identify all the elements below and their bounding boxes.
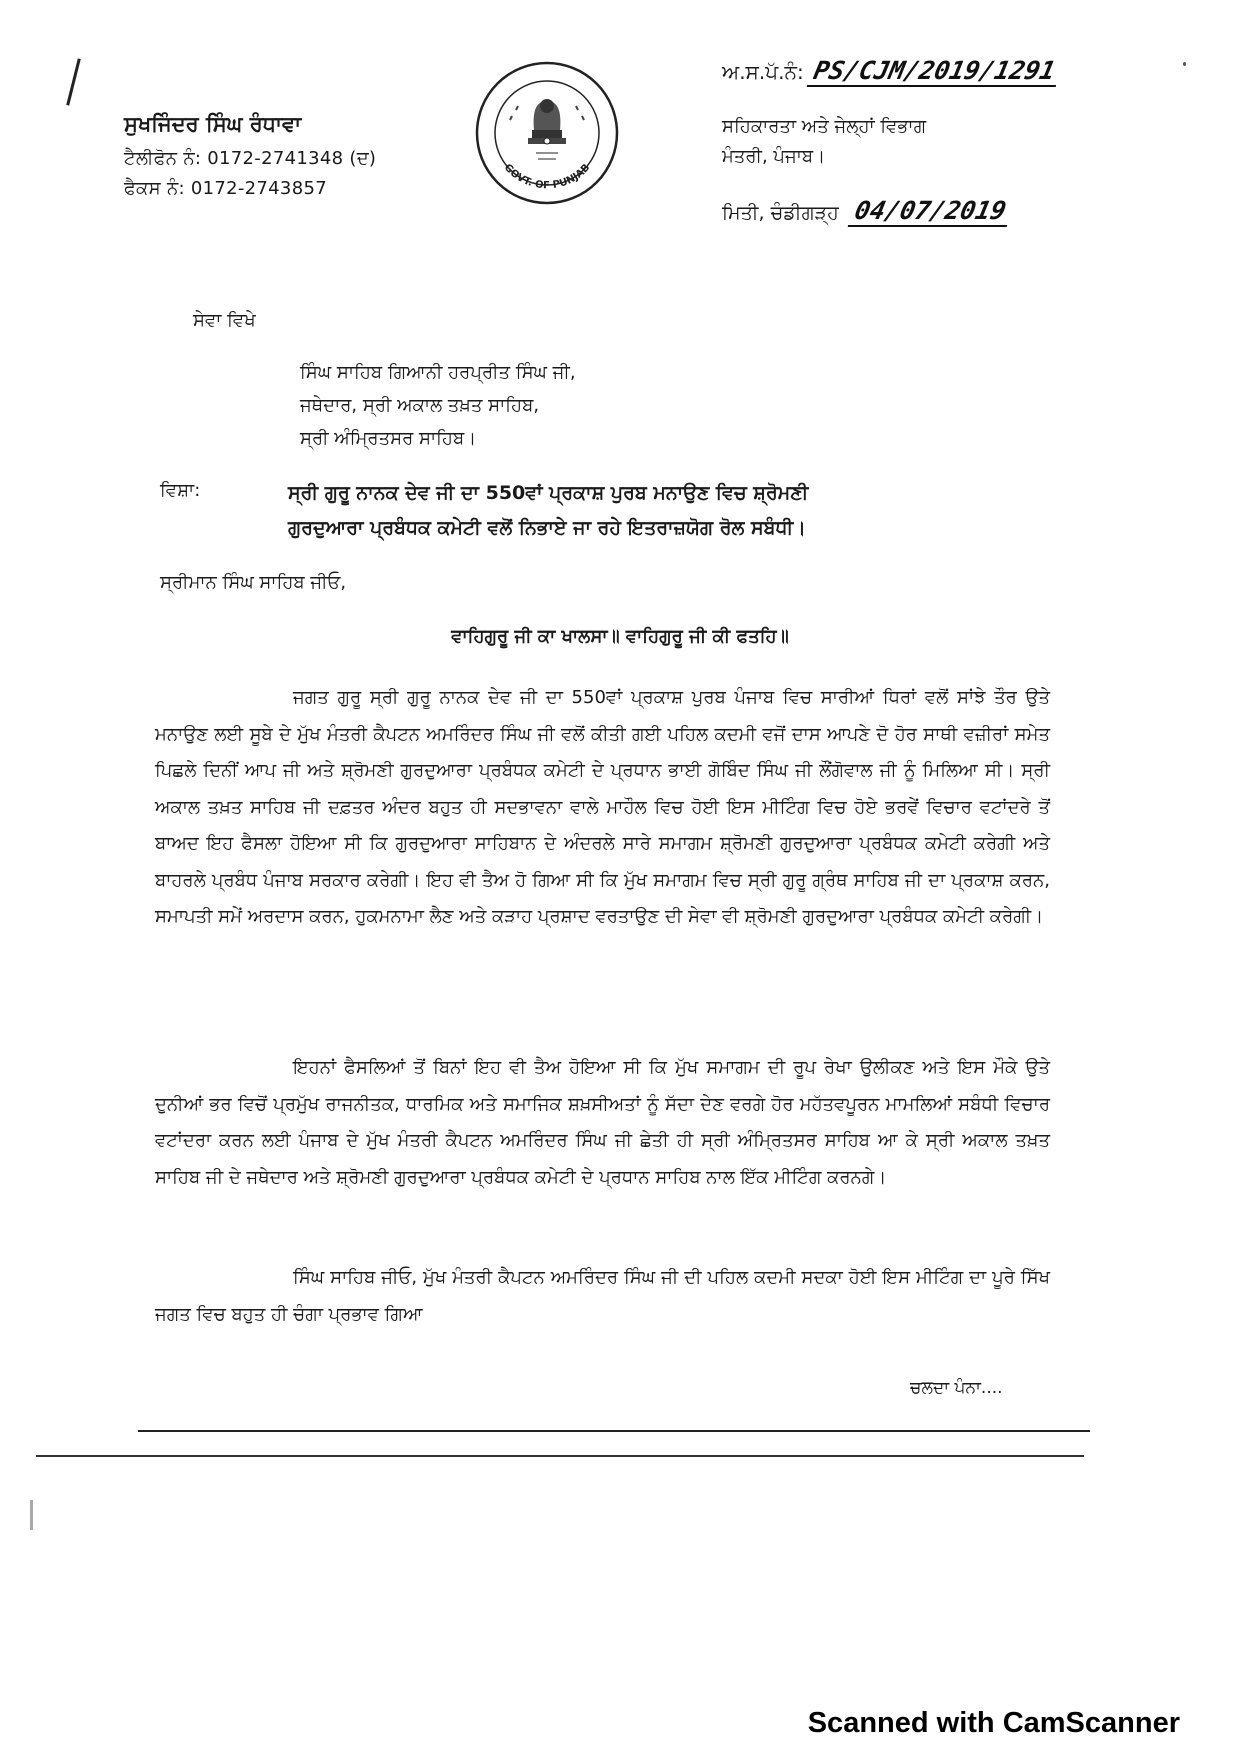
footer-rule [138,1430,1090,1432]
addressee-line2: ਜਥੇਦਾਰ, ਸ੍ਰੀ ਅਕਾਲ ਤਖ਼ਤ ਸਾਹਿਬ, [300,395,540,416]
continued-note: ਚਲਦਾ ਪੰਨਾ.... [910,1378,1003,1398]
addressee-block [300,356,576,455]
reference-row [722,56,1059,87]
department-line1: ਸਹਿਕਾਰਤਾ ਅਤੇ ਜੇਲ੍ਹਾਂ ਵਿਭਾਗ [722,116,927,137]
page-edge-rule [36,1455,1084,1457]
addressee-line1: ਸਿੰਘ ਸਾਹਿਬ ਗਿਆਨੀ ਹਰਪ੍ਰੀਤ ਸਿੰਘ ਜੀ, [300,362,576,383]
govt-of-punjab-emblem-icon [472,58,622,208]
date-label: ਮਿਤੀ, ਚੰਡੀਗੜ੍ਹ [722,202,839,224]
reference-number: PS/CJM/2019/1291 [807,56,1062,87]
addressee-line3: ਸ੍ਰੀ ਅੰਮ੍ਰਿਤਸਰ ਸਾਹਿਬ। [300,428,477,449]
body-paragraph-2: ਇਹਨਾਂ ਫੈਸਲਿਆਂ ਤੋਂ ਬਿਨਾਂ ਇਹ ਵੀ ਤੈਅ ਹੋਇਆ ਸੀ ਕਿ ਮੁੱਖ ਸਮਾਗਮ ਦੀ ਰੂਪ ਰੇਖਾ ਉਲੀਕਣ ਅਤੇ ਇਸ ਮੌਕੇ ਉਤੇ ਦੁਨੀਆਂ ਭਰ ਵਿਚੋਂ ਪ੍ਰਮੁੱਖ ਰਾਜਨੀਤਕ, ਧਾਰਮਿਕ ਅਤੇ ਸਮਾਜਿਕ ਸ਼ਖ਼ਸੀਅਤਾਂ ਨੂੰ ਸੱਦਾ ਦੇਣ ਵਰਗੇ ਹੋਰ ਮਹੱਤਵਪੂਰਨ ਮਾਮਲਿਆਂ ਸਬੰਧੀ ਵਿਚਾਰ ਵਟਾਂਦਰਾ ਕਰਨ ਲਈ ਪੰਜਾਬ ਦੇ ਮੁੱਖ ਮੰਤਰੀ ਕੈਪਟਨ ਅਮਰਿੰਦਰ ਸਿੰਘ ਜੀ ਛੇਤੀ ਹੀ ਸ੍ਰੀ ਅੰਮ੍ਰਿਤਸਰ ਸਾਹਿਬ ਆ ਕੇ ਸ੍ਰੀ ਅਕਾਲ ਤਖ਼ਤ ਸਾਹਿਬ ਜੀ ਦੇ ਜਥੇਦਾਰ ਅਤੇ ਸ਼੍ਰੋਮਣੀ ਗੁਰਦੁਆਰਾ ਪ੍ਰਬੰਧਕ ਕਮੇਟੀ ਦੇ ਪ੍ਰਧਾਨ ਸਾਹਿਬ ਨਾਲ ਇੱਕ ਮੀਟਿੰਗ ਕਰਨਗੇ। [155,1057,1050,1188]
scan-speck [1183,62,1186,66]
sender-fax: ਫੈਕਸ ਨੰ: 0172-2743857 [124,178,327,199]
reference-label: ਅ.ਸ.ਪੱ.ਨੰ: [722,60,804,84]
subject-label: ਵਿਸ਼ਾ: [160,480,201,501]
svg-text:GOVT. OF PUNJAB [502,162,593,191]
camscanner-watermark: Scanned with CamScanner [807,1707,1180,1739]
body-paragraph-3: ਸਿੰਘ ਸਾਹਿਬ ਜੀਓ, ਮੁੱਖ ਮੰਤਰੀ ਕੈਪਟਨ ਅਮਰਿੰਦਰ ਸਿੰਘ ਜੀ ਦੀ ਪਹਿਲ ਕਦਮੀ ਸਦਕਾ ਹੋਈ ਇਸ ਮੀਟਿੰਗ ਦਾ ਪੂਰੇ ਸਿੱਖ ਜਗਤ ਵਿਚ ਬਹੁਤ ਹੀ ਚੰਗਾ ਪ੍ਰਭਾਵ ਗਿਆ [155,1267,1050,1325]
department-line2: ਮੰਤਰੀ, ਪੰਜਾਬ। [722,146,826,167]
subject-line2: ਗੁਰਦੁਆਰਾ ਪ੍ਰਬੰਧਕ ਕਮੇਟੀ ਵਲੋਂ ਨਿਭਾਏ ਜਾ ਰਹੇ ਇਤਰਾਜ਼ਯੋਗ ਰੋਲ ਸਬੰਧੀ। [288,517,806,539]
date-value: 04/07/2019 [848,196,1013,227]
sender-telephone: ਟੈਲੀਫੋਨ ਨੰ: 0172-2741348 (ਦ) [124,148,377,169]
date-row [722,196,1009,227]
invocation: ਵਾਹਿਗੁਰੂ ਜੀ ਕਾ ਖਾਲਸਾ॥ ਵਾਹਿਗੁਰੂ ਜੀ ਕੀ ਫਤਹਿ॥ [451,626,789,647]
department-block [722,112,926,172]
greeting: ਸ੍ਰੀਮਾਨ ਸਿੰਘ ਸਾਹਿਬ ਜੀਓ, [160,572,347,593]
sender-name: ਸੁਖਜਿੰਦਰ ਸਿੰਘ ਰੰਧਾਵਾ [124,112,302,136]
scan-mark [30,1500,33,1530]
subject-text [288,476,1088,546]
subject-line1: ਸ੍ਰੀ ਗੁਰੂ ਨਾਨਕ ਦੇਵ ਜੀ ਦਾ 550ਵਾਂ ਪ੍ਰਕਾਸ਼ ਪੁਰਬ ਮਨਾਉਣ ਵਿਚ ਸ਼੍ਰੋਮਣੀ [288,482,809,504]
body-paragraph-1: ਜਗਤ ਗੁਰੂ ਸ੍ਰੀ ਗੁਰੂ ਨਾਨਕ ਦੇਵ ਜੀ ਦਾ 550ਵਾਂ ਪ੍ਰਕਾਸ਼ ਪੁਰਬ ਪੰਜਾਬ ਵਿਚ ਸਾਰੀਆਂ ਧਿਰਾਂ ਵਲੋਂ ਸਾਂਝੇ ਤੌਰ ਉਤੇ ਮਨਾਉਣ ਲਈ ਸੂਬੇ ਦੇ ਮੁੱਖ ਮੰਤਰੀ ਕੈਪਟਨ ਅਮਰਿੰਦਰ ਸਿੰਘ ਜੀ ਵਲੋਂ ਕੀਤੀ ਗਈ ਪਹਿਲ ਕਦਮੀ ਵਜੋਂ ਦਾਸ ਆਪਣੇ ਦੋ ਹੋਰ ਸਾਥੀ ਵਜ਼ੀਰਾਂ ਸਮੇਤ ਪਿਛਲੇ ਦਿਨੀਂ ਆਪ ਜੀ ਅਤੇ ਸ਼੍ਰੋਮਣੀ ਗੁਰਦੁਆਰਾ ਪ੍ਰਬੰਧਕ ਕਮੇਟੀ ਦੇ ਪ੍ਰਧਾਨ ਭਾਈ ਗੋਬਿੰਦ ਸਿੰਘ ਜੀ ਲੌਂਗੋਵਾਲ ਜੀ ਨੂੰ ਮਿਲਿਆ ਸੀ। ਸ੍ਰੀ ਅਕਾਲ ਤਖ਼ਤ ਸਾਹਿਬ ਜੀ ਦਫ਼ਤਰ ਅੰਦਰ ਬਹੁਤ ਹੀ ਸਦਭਾਵਨਾ ਵਾਲੇ ਮਾਹੌਲ ਵਿਚ ਹੋਈ ਇਸ ਮੀਟਿੰਗ ਵਿਚ ਹੋਏ ਭਰਵੇਂ ਵਿਚਾਰ ਵਟਾਂਦਰੇ ਤੋਂ ਬਾਅਦ ਇਹ ਫੈਸਲਾ ਹੋਇਆ ਸੀ ਕਿ ਗੁਰਦੁਆਰਾ ਸਾਹਿਬਾਨ ਦੇ ਅੰਦਰਲੇ ਸਾਰੇ ਸਮਾਗਮ ਸ਼੍ਰੋਮਣੀ ਗੁਰਦੁਆਰਾ ਪ੍ਰਬੰਧਕ ਕਮੇਟੀ ਕਰੇਗੀ ਅਤੇ ਬਾਹਰਲੇ ਪ੍ਰਬੰਧ ਪੰਜਾਬ ਸਰਕਾਰ ਕਰੇਗੀ। ਇਹ ਵੀ ਤੈਅ ਹੋ ਗਿਆ ਸੀ ਕਿ ਮੁੱਖ ਸਮਾਗਮ ਵਿਚ ਸ੍ਰੀ ਗੁਰੂ ਗ੍ਰੰਥ ਸਾਹਿਬ ਜੀ ਦਾ ਪ੍ਰਕਾਸ਼ ਕਰਨ, ਸਮਾਪਤੀ ਸਮੇਂ ਅਰਦਾਸ ਕਰਨ, ਹੁਕਮਨਾਮਾ ਲੈਣ ਅਤੇ ਕੜਾਹ ਪ੍ਰਸ਼ਾਦ ਵਰਤਾਉਣ ਦੀ ਸੇਵਾ ਵੀ ਸ਼੍ਰੋਮਣੀ ਗੁਰਦੁਆਰਾ ਪ੍ਰਬੰਧਕ ਕਮੇਟੀ ਕਰੇਗੀ। [155,687,1050,927]
pen-mark [66,58,81,105]
emblem-ring-text: GOVT. OF PUNJAB [501,162,593,192]
salutation-to: ਸੇਵਾ ਵਿਖੇ [193,310,256,331]
